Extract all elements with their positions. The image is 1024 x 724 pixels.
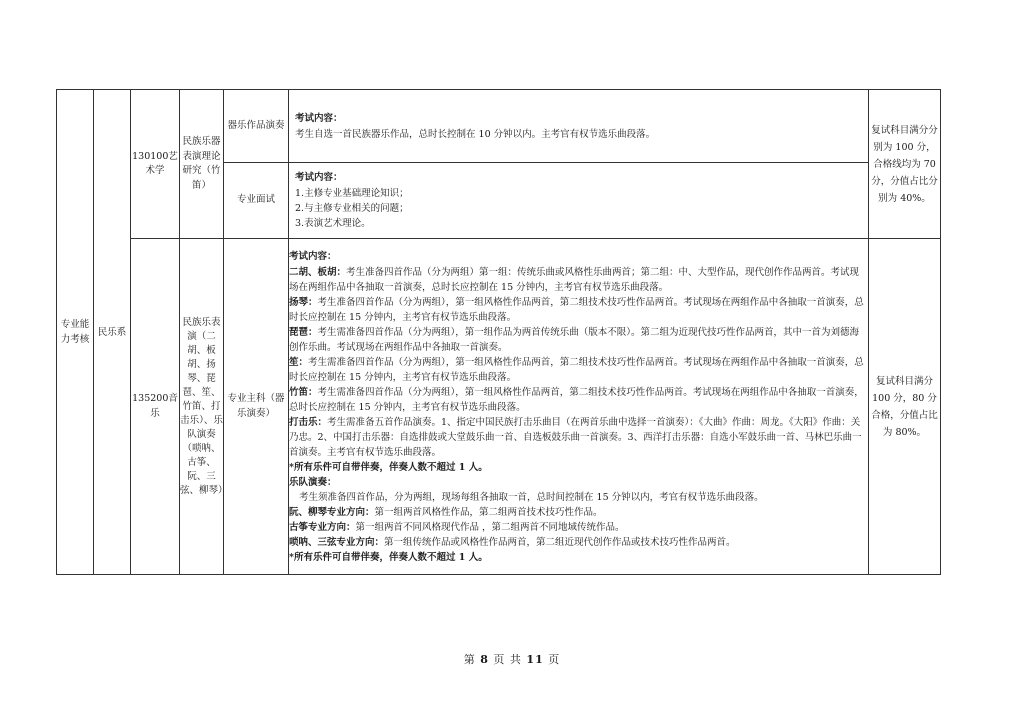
content-line: 考生自选一首民族器乐作品，总时长控制在 10 分钟以内。主考官有权节选乐曲段落。: [295, 128, 656, 140]
content-heading: 考试内容：: [295, 172, 343, 183]
band-item: [289, 505, 868, 520]
content-heading: 考试内容：: [295, 112, 343, 124]
instrument-item: [289, 415, 868, 460]
instrument-item: [289, 355, 868, 385]
instrument-item: [289, 265, 868, 295]
instrument-label: 琵琶：: [289, 326, 318, 338]
content-line: 2.与主修专业相关的问题；: [295, 203, 409, 214]
direction-cell: 民族乐表演（二胡、板胡、扬琴、琵琶、笙、竹笛、打击乐）、乐队演奏（唢呐、古筝、阮、三弦、柳琴）: [180, 239, 224, 575]
band-label: 古筝专业方向：: [289, 521, 356, 533]
instrument-item: [289, 325, 868, 355]
content-line: 3.表演艺术理论。: [295, 218, 371, 229]
instrument-text: 考生准备四首作品（分为两组）第一组：传统乐曲或风格性乐曲两首；第二组：中、大型作品，现代创作作品两首。考试现场在两组作品中各抽取一首演奏，总时长应控制在 15 分钟内，主考官有权节选乐曲段落。: [289, 266, 860, 293]
band-heading: 乐队演奏：: [289, 476, 337, 488]
instrument-label: 打击乐：: [289, 416, 328, 428]
exam-requirements-table: [56, 89, 941, 575]
instrument-text: 考生需准备四首作品（分为两组），第一组风格性作品两首，第二组技术技巧性作品两首。考试现场在两组作品中各抽取一首演奏，总时长应控制在 15 分钟内，主考官有权节选乐曲段落。: [289, 386, 864, 413]
page-total: 11: [526, 653, 544, 666]
instrument-label: 竹笛：: [289, 386, 318, 398]
page-number: 8: [480, 653, 489, 666]
accompaniment-note: *所有乐件可自带伴奏，伴奏人数不超过 1 人。: [289, 461, 488, 473]
content-heading: 考试内容：: [289, 250, 337, 262]
subject-name-cell: 专业面试: [224, 163, 289, 239]
major-code-cell: 130100艺术学: [131, 90, 180, 239]
instrument-text: 考生需准备四首作品（分为两组），第一组风格性作品两首，第二组技术技巧性作品两首。考试现场在两组作品中各抽取一首演奏，总时长应控制在 15 分钟内，主考官有权节选乐曲段落。: [289, 356, 864, 383]
category-cell: 专业能力考核: [57, 90, 94, 575]
instrument-text: 考生准备四首作品（分为两组），第一组风格性作品两首，第二组技术技巧性作品两首。考试现场在两组作品中各抽取一首演奏，总时长应控制在 15 分钟内，主考官有权节选乐曲段落。: [289, 296, 864, 323]
subject-name-cell: 器乐作品演奏: [224, 90, 289, 163]
subject-name-cell: 专业主科（器乐演奏）: [224, 239, 289, 575]
direction-cell: 民族乐器表演理论研究（竹笛）: [180, 90, 224, 239]
instrument-label: 笙：: [289, 356, 309, 368]
page-suffix: 页: [548, 653, 561, 666]
band-text: 第一组两首风格性作品，第二组两首技术技巧性作品。: [374, 506, 603, 518]
page-footer: [0, 651, 1024, 667]
band-item: [289, 535, 868, 550]
subject-content-cell: [289, 90, 869, 163]
content-line: 1.主修专业基础理论知识；: [295, 188, 409, 199]
band-label: 阮、柳琴专业方向：: [289, 506, 375, 518]
band-intro: 考生须准备四首作品，分为两组，现场每组各抽取一首，总时间控制在 15 分钟以内，考官有权节选乐曲段落。: [299, 491, 764, 503]
band-text: 第一组传统作品或风格性作品两首，第二组近现代创作作品或技术技巧性作品两首。: [384, 536, 736, 548]
major-code-cell: 135200音乐: [131, 239, 180, 575]
page-prefix: 第: [463, 653, 476, 666]
subject-content-cell: [289, 163, 869, 239]
instrument-label: 扬琴：: [289, 296, 318, 308]
band-text: 第一组两首不同风格现代作品 ，第二组两首不同地域传统作品。: [355, 521, 625, 533]
band-item: [289, 520, 868, 535]
subject-content-cell: [289, 239, 869, 575]
score-cell: 复试科目满分分别为 100 分，合格线均为 70 分，分值占比分别为 40%。: [869, 90, 941, 239]
instrument-text: 考生需准备四首作品（分为两组），第一组作品为两首传统乐曲（版本不限）。第二组为近现代技巧性作品两首，其中一首为刘德海创作乐曲。考试现场在两组作品中各抽取一首演奏。: [289, 326, 860, 353]
page-mid: 页 共: [493, 653, 522, 666]
band-label: 唢呐、三弦专业方向：: [289, 536, 385, 548]
instrument-item: [289, 295, 868, 325]
instrument-text: 考生需准备五首作品演奏。1、指定中国民族打击乐曲目（在两首乐曲中选择一首演奏）：《大曲》作曲：周龙。《大阳》作曲：关乃忠。2、中国打击乐器：自选排鼓或大堂鼓乐曲一首、自选板鼓乐曲一首演奏。3、西洋打击乐器：自选小军鼓乐曲一首、马林巴乐曲一首演奏。主考官有权节选乐曲段落。: [289, 416, 862, 458]
instrument-label: 二胡、板胡：: [289, 266, 347, 278]
instrument-item: [289, 385, 868, 415]
score-cell: 复试科目满分 100 分，80 分合格，分值占比为 80%。: [869, 239, 941, 575]
accompaniment-note: *所有乐件可自带伴奏，伴奏人数不超过 1 人。: [289, 551, 488, 563]
department-cell: 民乐系: [94, 90, 131, 575]
